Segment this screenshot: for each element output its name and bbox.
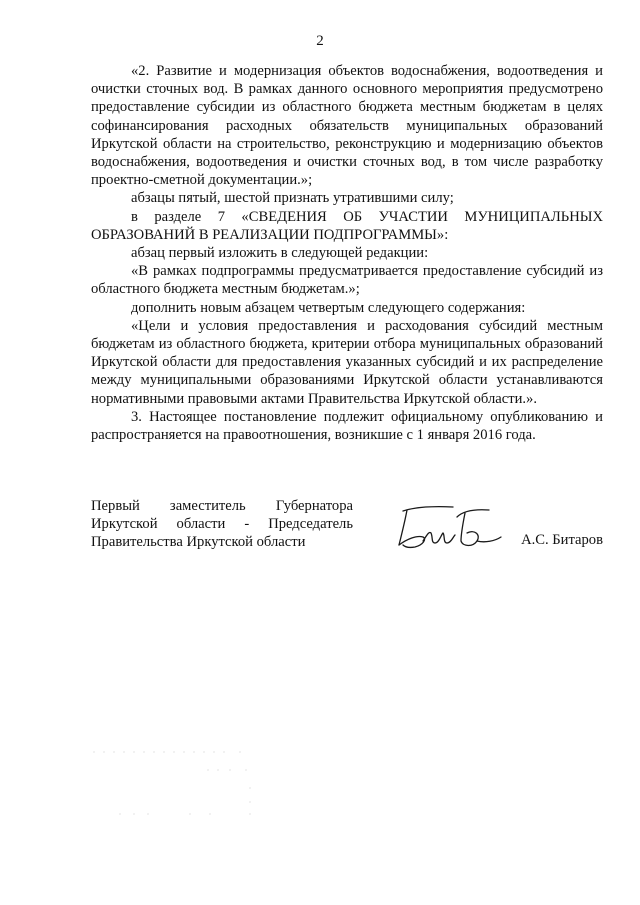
paragraph-repeal: абзацы пятый, шестой признать утратившими силу; [131,190,454,207]
paragraph-add-fourth: дополнить новым абзацем четвертым следующего содержания: [131,299,526,316]
signer-name: А.С. Битаров [521,532,603,548]
paragraph-section-7: в разделе 7 «СВЕДЕНИЯ ОБ УЧАСТИИ МУНИЦИПАЛЬНЫХ ОБРАЗОВАНИЙ В РЕАЛИЗАЦИИ ПОДПРОГРАММЫ»: [91,208,603,243]
signature-block [91,497,603,557]
paragraph-conditions: «Цели и условия предоставления и расходования субсидий местным бюджетам из областного бюджета, критерии отбора муниципальных образований Иркутской области для предоставления указанных субсидий и их распределение между муниципальными образованиями Иркутской области устанавливаются нормативными правовыми актами Правительства Иркутской области.». [91,317,603,407]
signer-position-line: Правительства Иркутской области [91,534,306,551]
paragraph-subprogram-measure: «2. Развитие и модернизация объектов водоснабжения, водоотведения и очистки сточных вод. В рамках данного основного мероприятия предусмотрено предоставление субсидии из областного бюджета местным бюджетам в целях софинансирования расходных обязательств муниципальных образований Иркутской области на строительство, реконструкцию и модернизацию объектов водоснабжения, водоотведения и очистки сточных вод, в том числе разработку проектно-сметной документации.»; [91,63,603,189]
signer-position [91,497,353,552]
scan-artifacts [90,740,260,830]
signer-position-line: Первый заместитель Губернатора [91,498,353,514]
page-number: 2 [316,33,324,49]
paragraph-first-abzac: абзац первый изложить в следующей редакции: [131,245,429,262]
signer-position-line: Иркутской области - Председатель [91,516,353,533]
paragraph-subsidies: «В рамках подпрограммы предусматривается предоставление субсидий из областного бюджета местным бюджетам.»; [91,263,603,298]
document-body [91,62,603,444]
handwritten-signature [393,501,505,553]
paragraph-publication: 3. Настоящее постановление подлежит официальному опубликованию и распространяется на правоотношения, возникшие с 1 января 2016 года. [91,408,603,444]
